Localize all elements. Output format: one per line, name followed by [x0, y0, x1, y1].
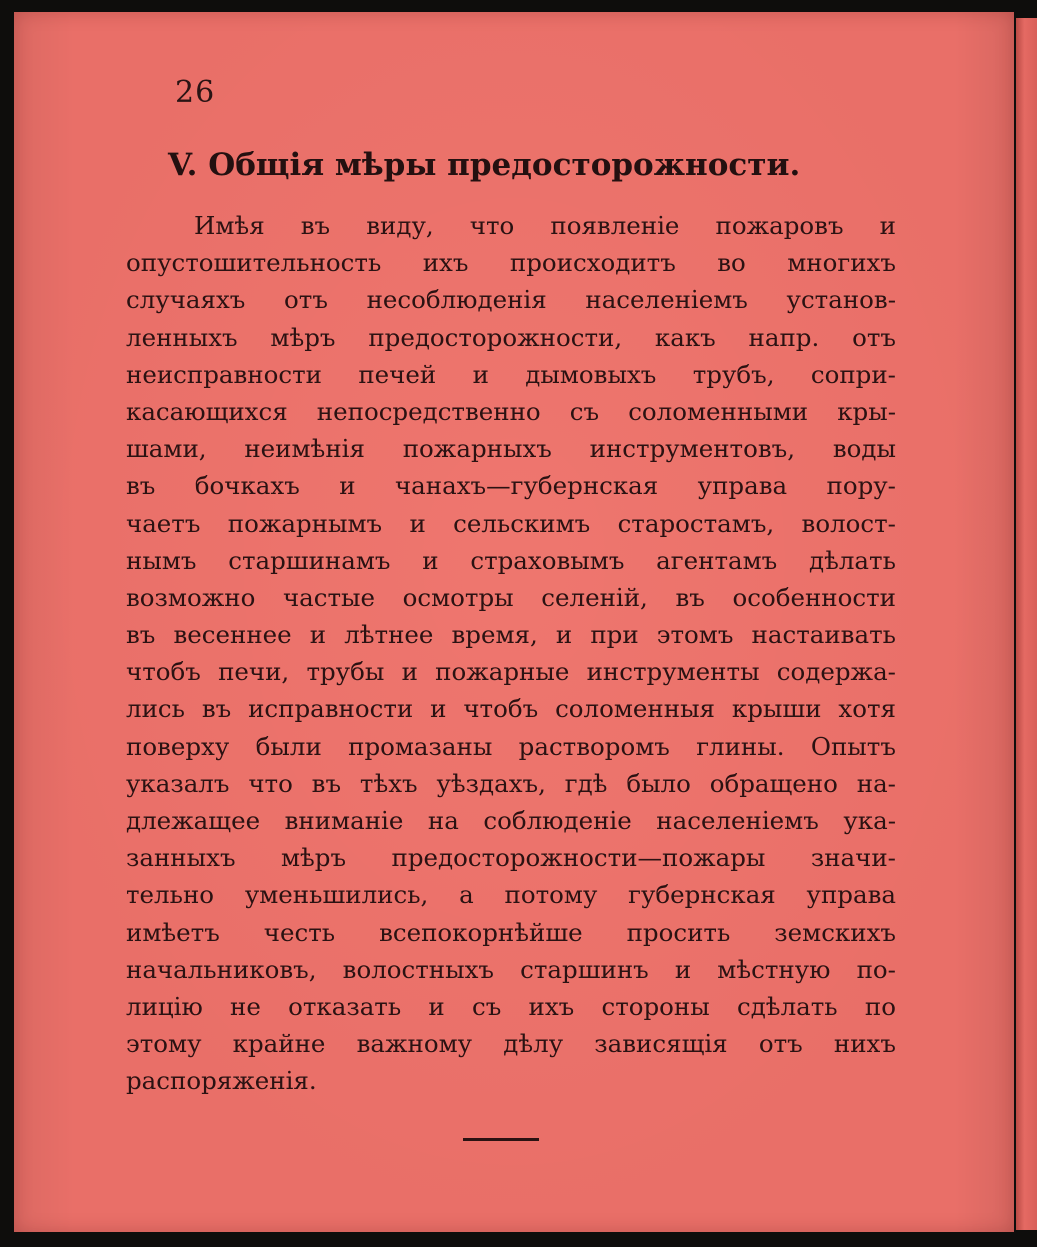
word: соблюденіе [483, 806, 632, 835]
word: происходитъ [509, 248, 676, 278]
word: управа [806, 880, 896, 910]
body-paragraph [126, 207, 896, 1100]
word: и [428, 991, 445, 1021]
word: обращено [709, 768, 838, 798]
text-line [126, 505, 896, 542]
word: въ [675, 582, 705, 612]
word: и [430, 694, 447, 724]
word: не [230, 991, 261, 1021]
word: сдѣлать [736, 991, 838, 1021]
end-rule-divider [463, 1138, 539, 1141]
word: появленіе [550, 211, 680, 240]
word: исправности [248, 694, 414, 724]
word: лицію [126, 991, 203, 1021]
word: бочкахъ [194, 471, 300, 501]
text-line [126, 765, 896, 802]
text-line [126, 467, 896, 504]
word: зависящія [594, 1029, 728, 1059]
word: что [469, 211, 515, 240]
word: страховымъ [470, 545, 625, 575]
word: мѣръ [280, 843, 347, 873]
word: пожаровъ [715, 211, 844, 240]
text-line [126, 876, 896, 913]
word: ука- [843, 806, 896, 835]
text-line [126, 951, 896, 988]
word: настаивать [751, 620, 896, 650]
word: и [309, 620, 327, 650]
word: трубы [306, 657, 385, 687]
text-line [126, 616, 896, 653]
word: тельно [126, 880, 215, 910]
word: хотя [838, 694, 896, 724]
word: при [590, 620, 639, 650]
word: содержа- [776, 657, 896, 687]
word: шами, [126, 434, 207, 464]
word: отказать [288, 991, 402, 1021]
word: дымовыхъ [525, 359, 657, 389]
text-line [126, 914, 896, 951]
text-line [126, 319, 896, 356]
text-line [126, 542, 896, 579]
word: уѣздахъ, [436, 768, 546, 798]
text-line [126, 839, 896, 876]
word: печей [358, 359, 437, 389]
word: нымъ [126, 545, 197, 575]
word: кры- [837, 396, 896, 426]
word: виду, [366, 211, 434, 240]
word: Имѣя [194, 211, 265, 240]
text-line [126, 653, 896, 690]
word: поверху [126, 731, 230, 761]
word: распоряженія. [126, 1066, 317, 1096]
word: установ- [786, 285, 896, 315]
word: случаяхъ [126, 285, 246, 315]
word: важному [356, 1029, 473, 1059]
word: нихъ [833, 1029, 896, 1059]
word: растворомъ [518, 731, 670, 761]
word: чанахъ—губернская [394, 471, 659, 501]
text-line [126, 1062, 896, 1099]
text-line [126, 281, 896, 318]
text-line [126, 1025, 896, 1062]
word: воды [832, 434, 896, 464]
word: чаетъ [126, 508, 201, 538]
word: и [879, 211, 896, 240]
text-line [126, 690, 896, 727]
word: пожарные [435, 657, 570, 687]
text-line [126, 579, 896, 616]
word: старостамъ, [617, 508, 775, 538]
word: въ [311, 768, 342, 798]
word: дѣлать [809, 545, 896, 575]
word: сопри- [810, 359, 896, 389]
word: земскихъ [774, 917, 896, 947]
word: населеніемъ [585, 285, 748, 315]
word: на [427, 806, 459, 835]
page-number: 26 [175, 75, 216, 110]
word: было [626, 768, 691, 798]
word: волостныхъ [342, 954, 495, 984]
word: возможно [126, 582, 256, 612]
text-line [126, 207, 896, 244]
word: пожарнымъ [227, 508, 383, 538]
word: промазаны [348, 731, 493, 761]
word: несоблюденія [366, 285, 547, 315]
word: имѣетъ [126, 917, 220, 947]
text-line [126, 356, 896, 393]
word: населеніемъ [656, 806, 819, 835]
word: ленныхъ [126, 322, 238, 352]
word: неимѣнія [244, 434, 365, 464]
word: селеній, [541, 582, 648, 612]
word: просить [626, 917, 731, 947]
text-line [126, 430, 896, 467]
word: и [339, 471, 356, 501]
word: напр. [748, 322, 820, 352]
word: всепокорнѣйше [379, 917, 583, 947]
text-line [126, 802, 896, 839]
word: честь [263, 917, 336, 947]
word: мѣстную [717, 954, 831, 984]
word: начальниковъ, [126, 954, 317, 984]
word: а [459, 880, 474, 910]
word: крыши [731, 694, 822, 724]
next-page-edge [1016, 18, 1037, 1230]
word: отъ [852, 322, 896, 352]
word: соломенныя [555, 694, 716, 724]
word: чтобъ [463, 694, 539, 724]
word: агентамъ [656, 545, 778, 575]
word: старшинамъ [228, 545, 391, 575]
word: ихъ [422, 248, 469, 278]
word: лѣтнее [344, 620, 434, 650]
word: ихъ [528, 991, 575, 1021]
word: длежащее [126, 806, 261, 835]
word: и [555, 620, 573, 650]
text-line [126, 728, 896, 765]
word: инструментовъ, [589, 434, 796, 464]
word: съ [471, 991, 502, 1021]
word: печи, [218, 657, 290, 687]
word: и [409, 508, 426, 538]
word: управа [697, 471, 788, 501]
word: были [255, 731, 322, 761]
word: въ [300, 211, 331, 240]
word: указалъ [126, 768, 230, 798]
word: занныхъ [126, 843, 236, 873]
word: отъ [758, 1029, 803, 1059]
text-line [126, 988, 896, 1025]
word: вниманіе [284, 806, 404, 835]
word: тѣхъ [359, 768, 418, 798]
word: отъ [284, 285, 328, 315]
word: соломенными [628, 396, 809, 426]
section-heading: V. Общія мѣры предосторожности. [168, 147, 801, 183]
word: мѣръ [270, 322, 336, 352]
word: значи- [810, 843, 896, 873]
word: по [864, 991, 896, 1021]
word: что [248, 768, 293, 798]
word: неисправности [126, 359, 322, 389]
word: съ [569, 396, 600, 426]
word: частые [282, 582, 376, 612]
word: и [422, 545, 439, 575]
word: во [717, 248, 746, 278]
word: трубъ, [692, 359, 775, 389]
word: опустошительность [126, 248, 382, 278]
text-line [126, 393, 896, 430]
word: по- [856, 954, 896, 984]
word: многихъ [787, 248, 896, 278]
word: особенности [732, 582, 896, 612]
word: старшинъ [520, 954, 649, 984]
word: въ [201, 694, 232, 724]
word: этому [126, 1029, 202, 1059]
word: уменьшились, [244, 880, 429, 910]
word: на- [856, 768, 896, 798]
word: глины. [696, 731, 785, 761]
word: и [472, 359, 489, 389]
word: дѣлу [503, 1029, 564, 1059]
word: какъ [654, 322, 716, 352]
word: и [401, 657, 418, 687]
word: осмотры [402, 582, 514, 612]
word: Опытъ [810, 731, 896, 761]
word: въ [126, 471, 156, 501]
word: пору- [826, 471, 896, 501]
word: непосредственно [316, 396, 541, 426]
word: инструменты [586, 657, 760, 687]
word: весеннее [173, 620, 292, 650]
word: губернская [628, 880, 776, 910]
word: предосторожности, [368, 322, 623, 352]
word: касающихся [126, 396, 288, 426]
word: стороны [601, 991, 710, 1021]
word: гдѣ [564, 768, 608, 798]
word: чтобъ [126, 657, 201, 687]
word: потому [504, 880, 598, 910]
text-line [126, 244, 896, 281]
word: и [674, 954, 692, 984]
word: крайне [232, 1029, 326, 1059]
word: предосторожности—пожары [391, 843, 766, 873]
word: въ [126, 620, 156, 650]
word: лись [126, 694, 185, 724]
word: пожарныхъ [402, 434, 552, 464]
word: волост- [801, 508, 896, 538]
word: время, [451, 620, 538, 650]
word: сельскимъ [453, 508, 591, 538]
word: этомъ [656, 620, 734, 650]
